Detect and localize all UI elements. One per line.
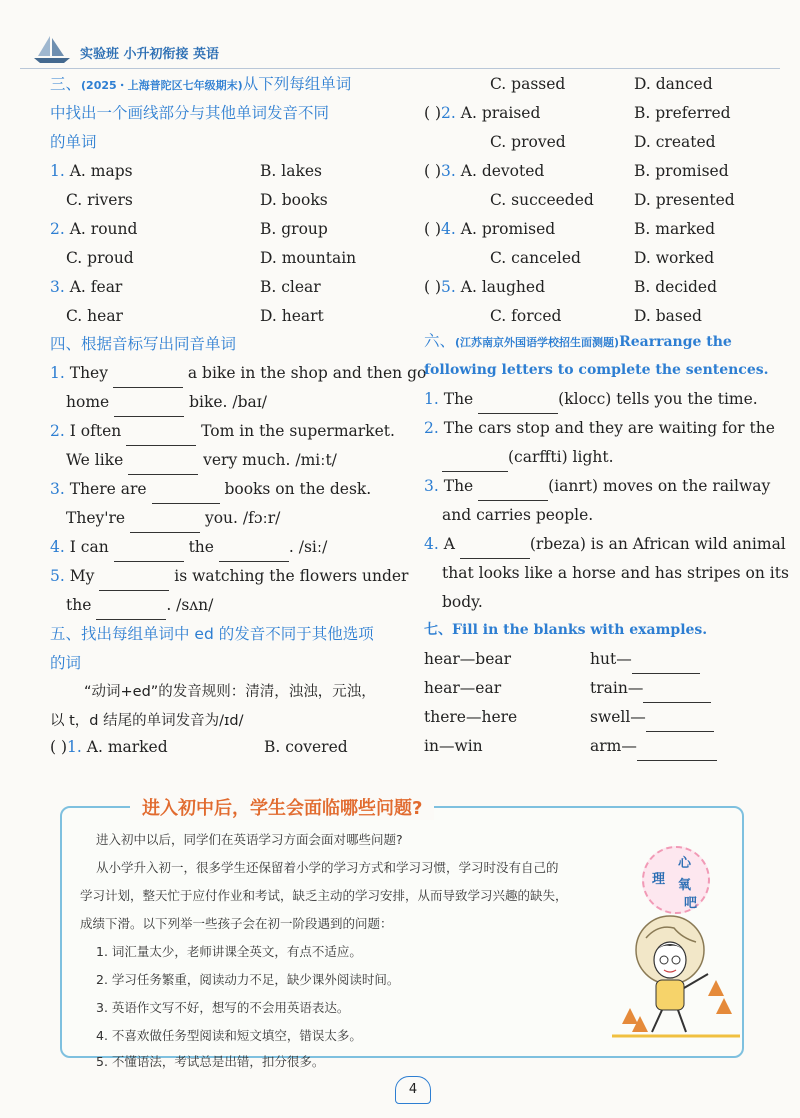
section-5-item-1-b: B. covered: [264, 738, 348, 756]
ed-rule-line2: 以 t，d 结尾的单词发音为/ɪd/: [50, 713, 244, 729]
info-line: 成绩下滑。以下列举一些孩子会在初一阶段遇到的问题：: [80, 916, 393, 931]
section-4-title: 四、根据音标写出同音单词: [50, 335, 237, 353]
mind-oxygen-bar-badge: 心 理 氧 吧: [642, 846, 710, 914]
info-line: 2. 学习任务繁重，阅读动力不足，缺少课外阅读时间。: [96, 972, 400, 987]
book-series-title: 实验班 小升初衔接 英语: [80, 47, 220, 62]
section-7-title: 七、Fill in the blanks with examples.: [424, 622, 708, 638]
running-header: [20, 34, 780, 74]
sailboat-icon: [32, 34, 72, 64]
info-line: 学习计划，整天忙于应付作业和考试，缺乏主动的学习安排，从而导致学习兴趣的缺失，: [80, 888, 568, 903]
section-5-title-line1: 五、找出每组单词中 ed 的发音不同于其他选项: [50, 625, 374, 643]
info-line: 1. 词汇量太少，老师讲课全英文，有点不适应。: [96, 944, 362, 959]
section-3-title-line3: 的单词: [50, 133, 97, 151]
info-line: 4. 不喜欢做任务型阅读和短文填空，错误太多。: [96, 1028, 362, 1043]
section-6-items: 1. The (klocc) tells you the time. 2. The cars stop and they are waiting for the (carffti) light. 3. The (ianrt) moves on the railway and carries people. 4. A (rbeza) is an African wild animal that looks like a horse and has stripes on its body.: [424, 390, 789, 611]
page-number: 4: [395, 1076, 431, 1104]
section-5-title-line2: 的词: [50, 654, 82, 672]
section-3-items: 1. A. maps B. lakes C. rivers D. books 2. A. round B. group C. proud D. mountain 3. A. fear B. clear C. hear D. heart: [50, 162, 357, 325]
section-3-title-line2: 中找出一个画线部分与其他单词发音不同: [50, 104, 330, 122]
section-6-title-line1: 六、(江苏南京外国语学校招生面测题)Rearrange the: [424, 332, 732, 350]
section-5-item-1: ( )1. A. marked: [50, 738, 168, 756]
section-5-items-continued: C. passed D. danced ( )2. A. praised B. preferred C. proved D. created ( )3. A. devoted B. promised C. succeeded D. presented ( )4. A. promised B. marked C. canceled D. worked ( )5. A. laughed B. decided C. forced D. based: [424, 75, 735, 325]
student-cartoon-illustration: [612, 904, 740, 1044]
info-line: 从小学升入初一，很多学生还保留着小学的学习方式和学习习惯，学习时没有自己的: [96, 860, 559, 875]
section-4-items: 1. They a bike in the shop and then go home bike. /baɪ/ 2. I often Tom in the supermarket. We like very much. /miːt/ 3. There are books on the desk. They're you. /fɔːr/ 4. I can the . /siː/ 5. My is watching the flowers under the . /sʌn/: [50, 359, 410, 619]
info-line: 进入初中以后，同学们在英语学习方面会面对哪些问题?: [96, 832, 403, 847]
ed-rule-line1: “动词+ed”的发音规则：清清，浊浊，元浊，: [84, 684, 376, 700]
info-line: 3. 英语作文写不好，想写的不会用英语表达。: [96, 1000, 350, 1015]
info-box-title: 进入初中后，学生会面临哪些问题?: [130, 794, 434, 820]
section-7-items: hear—bear hear—ear there—here in—win hut— train— swell— arm—: [424, 645, 784, 765]
info-line: 5. 不懂语法，考试总是出错，扣分很多。: [96, 1054, 325, 1069]
section-6-title-line2: following letters to complete the sentences.: [424, 362, 769, 378]
section-3-title-line1: 三、(2025・上海普陀区七年级期末)从下列每组单词: [50, 75, 352, 93]
